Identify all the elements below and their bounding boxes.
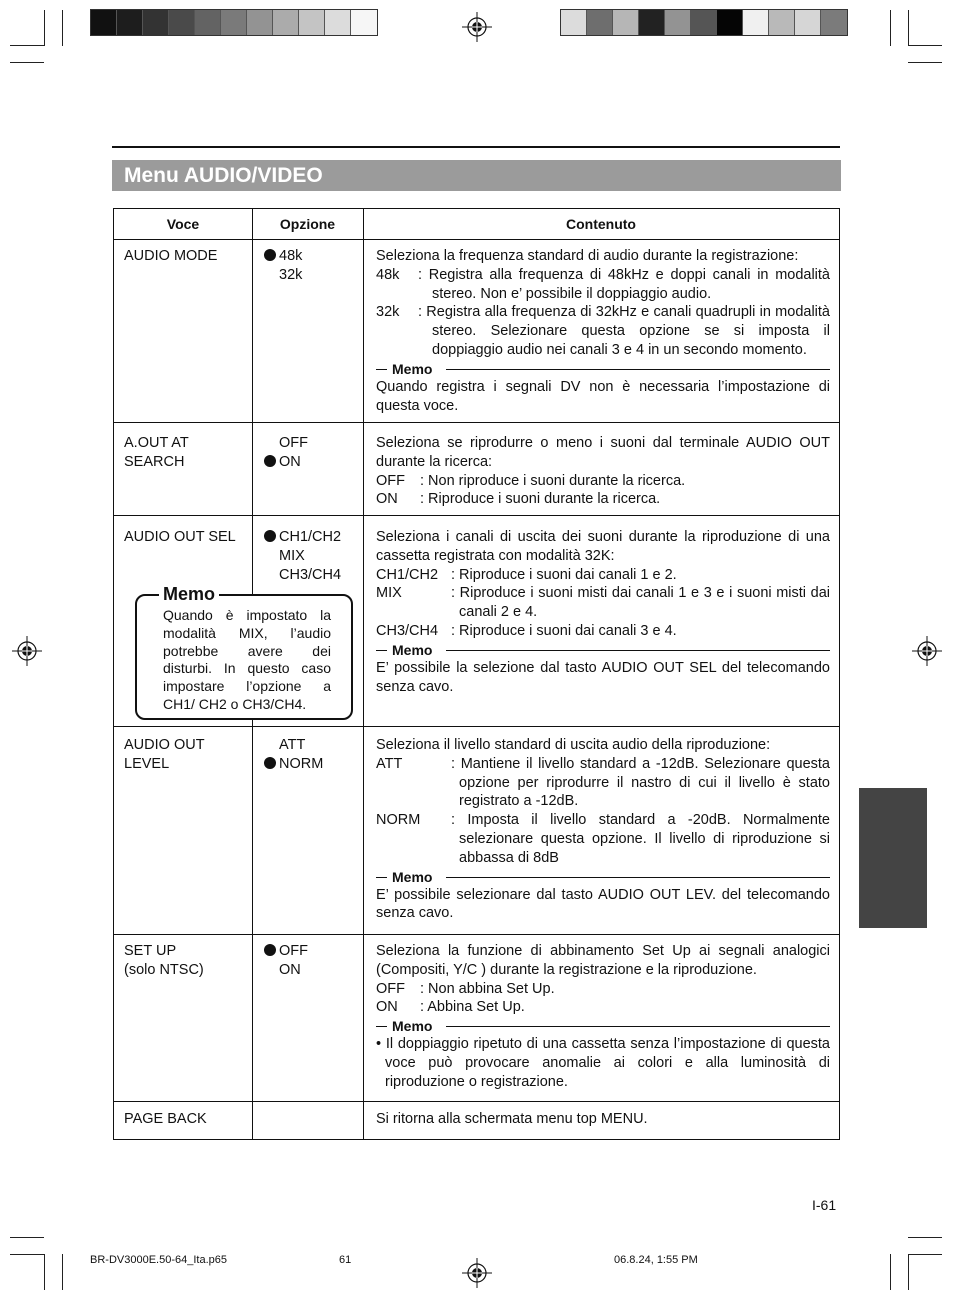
color-swatch [169,10,195,35]
footer-date: 06.8.24, 1:55 PM [614,1254,698,1266]
crop-mark [62,1254,63,1290]
column-header-contenuto: Contenuto [566,216,636,232]
color-swatch [795,10,821,35]
memo-heading: Memo [376,360,830,378]
row-options [264,247,369,285]
content-intro: Seleziona i canali di uscita dei suoni durante la riproduzione di una cassetta registrata con modalità 32K: [376,529,830,564]
registration-mark-icon [462,1258,492,1288]
crop-mark [10,1254,44,1255]
content-item: 32k : Registra alla frequenza di 32kHz e canali quadrupli in modalità stereo. Selezionare questa opzione se si imposta il doppiaggio audio nei canali 3 e 4 in un secondo momento. [376,304,830,358]
crop-mark [10,62,44,63]
row-content [376,942,830,1092]
content-intro: Seleziona la funzione di abbinamento Set Up ai segnali analogici (Compositi, Y/C ) durante la registrazione e la riproduzione. [376,943,830,978]
content-item: MIX : Riproduce i suoni misti dai canali 1 e 3 e i suoni misti dai canali 2 e 4. [376,585,830,621]
row-divider [114,422,839,423]
option-item: MIX [279,547,305,564]
color-swatch [325,10,351,35]
content-item: CH3/CH4 : Riproduce i suoni dai canali 3 e 4. [376,622,677,639]
page-number: I-61 [812,1197,837,1213]
content-intro: Seleziona il livello standard di uscita audio della riproduzione: [376,737,771,753]
side-memo-text: Quando è impostato la modalità MIX, l’audio potrebbe avere dei disturbi. In questo caso impostare l’opzione a CH1/ CH2 o CH3/CH4. [163,607,331,712]
color-swatch [273,10,299,35]
content-item: ON : Abbina Set Up. [376,999,525,1016]
color-swatch [247,10,273,35]
row-voce: PAGE BACK [124,1111,207,1127]
selected-dot-icon [264,249,276,261]
crop-mark [44,10,45,46]
row-voce: AUDIO MODE [124,248,218,264]
color-swatch [143,10,169,35]
row-options [264,434,369,472]
crop-mark [908,1254,942,1255]
row-divider [114,1101,839,1102]
crop-mark [908,1237,942,1238]
option-item: OFF [279,435,308,451]
row-options [264,942,369,980]
row-content [376,247,830,415]
color-swatch [351,10,377,35]
crop-mark [10,1237,44,1238]
option-item: 48k [264,247,369,266]
memo-heading: Memo [376,1017,830,1035]
content-intro: Seleziona la frequenza standard di audio durante la registrazione: [376,248,799,264]
row-divider [114,934,839,935]
selected-dot-icon [264,944,276,956]
crop-mark [10,45,44,46]
content-item: NORM : Imposta il livello standard a -20dB. Normalmente selezionare questa opzione. Il livello di riproduzione si abbassa di 8dB [376,812,830,866]
side-tab [859,788,927,928]
row-options [264,736,369,774]
color-swatch [769,10,795,35]
crop-mark [908,45,942,46]
registration-mark-icon [912,636,942,666]
row-voce: SET UP (solo NTSC) [124,943,204,978]
page-title: Menu AUDIO/VIDEO [112,160,841,191]
row-content [376,736,830,923]
color-swatch [613,10,639,35]
selected-dot-icon [264,530,276,542]
content-item: CH1/CH2 : Riproduce i suoni dai canali 1 e 2. [376,566,677,583]
menu-table [113,208,840,1140]
crop-mark [62,10,63,46]
color-swatch [665,10,691,35]
option-item: CH1/CH2 [264,528,369,547]
content-item: ATT : Mantiene il livello standard a -12dB. Selezionare questa opzione per riprodurre il nastro di cui il livello è stato registrato a -12dB. [376,755,830,810]
color-swatch [561,10,587,35]
color-swatch [743,10,769,35]
footer-file: BR-DV3000E.50-64_Ita.p65 [90,1254,227,1266]
memo-heading: Memo [376,868,830,886]
option-item: ON [279,961,301,978]
memo-text: E’ possibile selezionare dal tasto AUDIO OUT LEV. del telecomando senza cavo. [376,886,830,922]
top-rule [112,146,840,148]
row-content [376,528,830,696]
header-divider [114,239,839,240]
row-voce: AUDIO OUT LEVEL [124,737,205,772]
row-options [264,528,369,584]
registration-mark-icon [462,12,492,42]
option-item: NORM [264,755,369,774]
row-voce: AUDIO OUT SEL [124,529,236,545]
crop-mark [908,10,909,46]
row-content: Si ritorna alla schermata menu top MENU. [376,1111,648,1127]
side-memo-box [135,584,353,720]
crop-mark [890,10,891,46]
content-item: OFF : Non abbina Set Up. [376,980,555,997]
color-swatch [221,10,247,35]
color-swatch [299,10,325,35]
option-item: OFF [264,942,369,961]
crop-mark [908,1254,909,1290]
color-swatch [195,10,221,35]
column-header-voce: Voce [166,216,200,232]
color-bar-right [560,9,848,36]
selected-dot-icon [264,455,276,467]
memo-text: E’ possibile la selezione dal tasto AUDIO OUT SEL del telecomando senza cavo. [376,659,830,695]
row-divider [114,515,839,516]
color-swatch [587,10,613,35]
color-swatch [717,10,743,35]
memo-text: Quando registra i segnali DV non è necessaria l’impostazione di questa voce. [376,378,830,414]
footer-page: 61 [339,1254,352,1266]
color-swatch [639,10,665,35]
column-divider [363,209,364,1139]
option-item: ON [264,453,369,472]
color-bar-left [90,9,378,36]
color-swatch [91,10,117,35]
crop-mark [44,1254,45,1290]
option-item: ATT [279,737,306,753]
content-item: 48k : Registra alla frequenza di 48kHz e doppi canali in modalità stereo. Non e’ possibile il doppiaggio audio. [376,266,830,302]
memo-heading: Memo [376,641,830,659]
content-intro: Seleziona se riprodurre o meno i suoni dal terminale AUDIO OUT durante la ricerca: [376,435,830,470]
option-item: 32k [279,266,303,283]
color-swatch [691,10,717,35]
content-item: ON : Riproduce i suoni durante la ricerca. [376,491,661,508]
row-content [376,434,830,509]
row-voce: A.OUT AT SEARCH [124,435,189,470]
color-swatch [117,10,143,35]
row-divider [114,726,839,727]
side-memo-title: Memo [159,583,219,605]
crop-mark [890,1254,891,1290]
crop-mark [908,62,942,63]
color-swatch [821,10,847,35]
memo-text: • Il doppiaggio ripetuto di una cassetta senza l’impostazione di questa voce può provocare anomalie ai colori e alla luminosità di riproduzione o registrazione. [376,1036,830,1090]
selected-dot-icon [264,757,276,769]
content-item: OFF : Non riproduce i suoni durante la ricerca. [376,472,686,489]
option-item: CH3/CH4 [279,566,342,583]
registration-mark-icon [12,636,42,666]
column-header-opzione: Opzione [279,216,336,232]
